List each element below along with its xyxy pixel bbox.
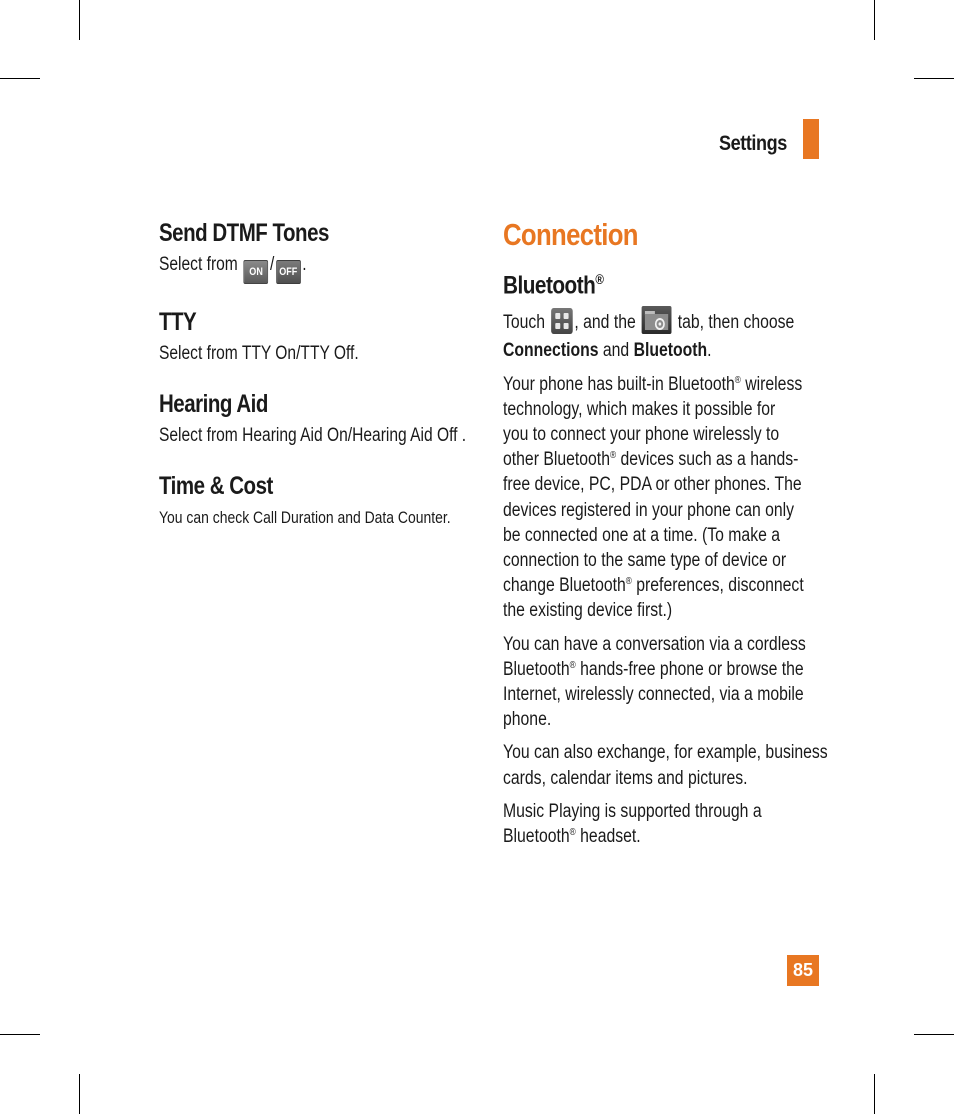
hearing-aid-title: Hearing Aid <box>159 390 268 418</box>
text-segment: technology, which makes it possible for <box>503 398 776 420</box>
page-number: 85 <box>787 955 819 986</box>
text-segment: be connected one at a time. (To make a <box>503 524 781 546</box>
dtmf-separator: / <box>270 254 275 275</box>
registered-mark: ® <box>595 271 604 287</box>
bluetooth-label: Bluetooth <box>633 340 708 362</box>
paragraph-4 <box>503 799 769 849</box>
text-line <box>503 498 795 523</box>
time-cost-section <box>159 471 479 530</box>
time-cost-title: Time & Cost <box>159 472 273 500</box>
paragraph-2 <box>503 632 806 733</box>
hearing-aid-body: Select from Hearing Aid On/Hearing Aid Off . <box>159 425 467 446</box>
dtmf-body <box>159 252 421 284</box>
tty-body: Select from TTY On/TTY Off. <box>159 343 359 364</box>
text-segment: devices registered in your phone can only <box>503 499 795 521</box>
text-line <box>503 598 769 623</box>
and-text: and <box>602 340 630 362</box>
text-segment: Bluetooth <box>503 825 570 847</box>
text-segment: wireless <box>740 373 803 395</box>
text-segment: free device, PC, PDA or other phones. The <box>503 474 802 496</box>
connection-title: Connection <box>503 217 638 252</box>
text-line <box>503 447 799 472</box>
dtmf-title: Send DTMF Tones <box>159 219 329 247</box>
connections-label: Connections <box>503 340 599 362</box>
tty-section <box>159 307 479 366</box>
text-segment: You can have a conversation via a cordless <box>503 633 806 655</box>
crop-mark <box>0 1034 40 1035</box>
dtmf-body-prefix: Select from <box>159 254 238 275</box>
paragraph-1 <box>503 372 804 624</box>
text-segment: hands-free phone or browse the <box>575 658 804 680</box>
touch-instruction-line2 <box>503 338 769 363</box>
paragraph-3 <box>503 740 828 790</box>
on-toggle-icon: ON <box>244 260 269 284</box>
text-line <box>503 824 769 849</box>
crop-mark <box>874 1074 875 1114</box>
right-column <box>503 216 828 849</box>
section-tab-marker <box>803 119 819 159</box>
text-segment: Music Playing is supported through a <box>503 800 762 822</box>
text-line <box>503 523 781 548</box>
crop-mark <box>79 0 80 40</box>
registered-mark: ® <box>609 450 617 462</box>
registered-mark: ® <box>569 659 576 671</box>
bluetooth-subtitle <box>503 264 769 300</box>
dtmf-suffix: . <box>302 254 307 275</box>
text-line <box>503 422 780 447</box>
text-segment: connection to the same type of device or <box>503 549 787 571</box>
text-segment: phone. <box>503 709 552 731</box>
text-line <box>503 799 769 824</box>
text-line <box>503 372 803 397</box>
text-line <box>503 657 804 682</box>
crop-mark <box>914 1034 954 1035</box>
text-segment: Your phone has built-in Bluetooth <box>503 373 735 395</box>
registered-mark: ® <box>734 374 741 386</box>
menu-grid-icon <box>551 308 573 334</box>
text-segment: Bluetooth <box>503 658 570 680</box>
hearing-aid-section <box>159 389 479 448</box>
text-segment: Internet, wirelessly connected, via a mobile <box>503 683 804 705</box>
text-line <box>503 397 776 422</box>
time-cost-body: You can check Call Duration and Data Counter. <box>159 508 451 527</box>
text-segment: headset. <box>575 825 641 847</box>
text-line <box>503 740 828 765</box>
touch-instruction <box>503 306 795 338</box>
settings-folder-icon <box>642 306 672 334</box>
and-the-text: , and the <box>574 312 636 334</box>
text-line <box>503 548 787 573</box>
text-segment: you to connect your phone wirelessly to <box>503 423 780 445</box>
section-header: Settings <box>719 132 787 155</box>
text-line <box>503 573 804 598</box>
tty-title: TTY <box>159 308 197 336</box>
text-line <box>503 707 769 732</box>
text-segment: devices such as a hands- <box>616 449 799 471</box>
touch-end: . <box>707 340 712 362</box>
left-column <box>159 218 479 553</box>
dtmf-section <box>159 218 479 284</box>
text-line <box>503 766 769 791</box>
crop-mark <box>79 1074 80 1114</box>
registered-mark: ® <box>625 576 632 588</box>
crop-mark <box>874 0 875 40</box>
text-segment: the existing device first.) <box>503 600 673 622</box>
text-segment: preferences, disconnect <box>631 575 804 597</box>
text-line <box>503 682 804 707</box>
registered-mark: ® <box>569 826 576 838</box>
text-line <box>503 632 806 657</box>
tab-then-text: tab, then choose <box>677 312 795 334</box>
text-segment: cards, calendar items and pictures. <box>503 767 748 789</box>
off-toggle-icon: OFF <box>276 260 301 284</box>
text-segment: change Bluetooth <box>503 575 626 597</box>
crop-mark <box>914 78 954 79</box>
text-segment: You can also exchange, for example, business <box>503 742 828 764</box>
text-segment: other Bluetooth <box>503 449 610 471</box>
touch-word: Touch <box>503 312 546 334</box>
crop-mark <box>0 78 40 79</box>
text-line <box>503 472 802 497</box>
bluetooth-subtitle-text: Bluetooth <box>503 271 596 300</box>
